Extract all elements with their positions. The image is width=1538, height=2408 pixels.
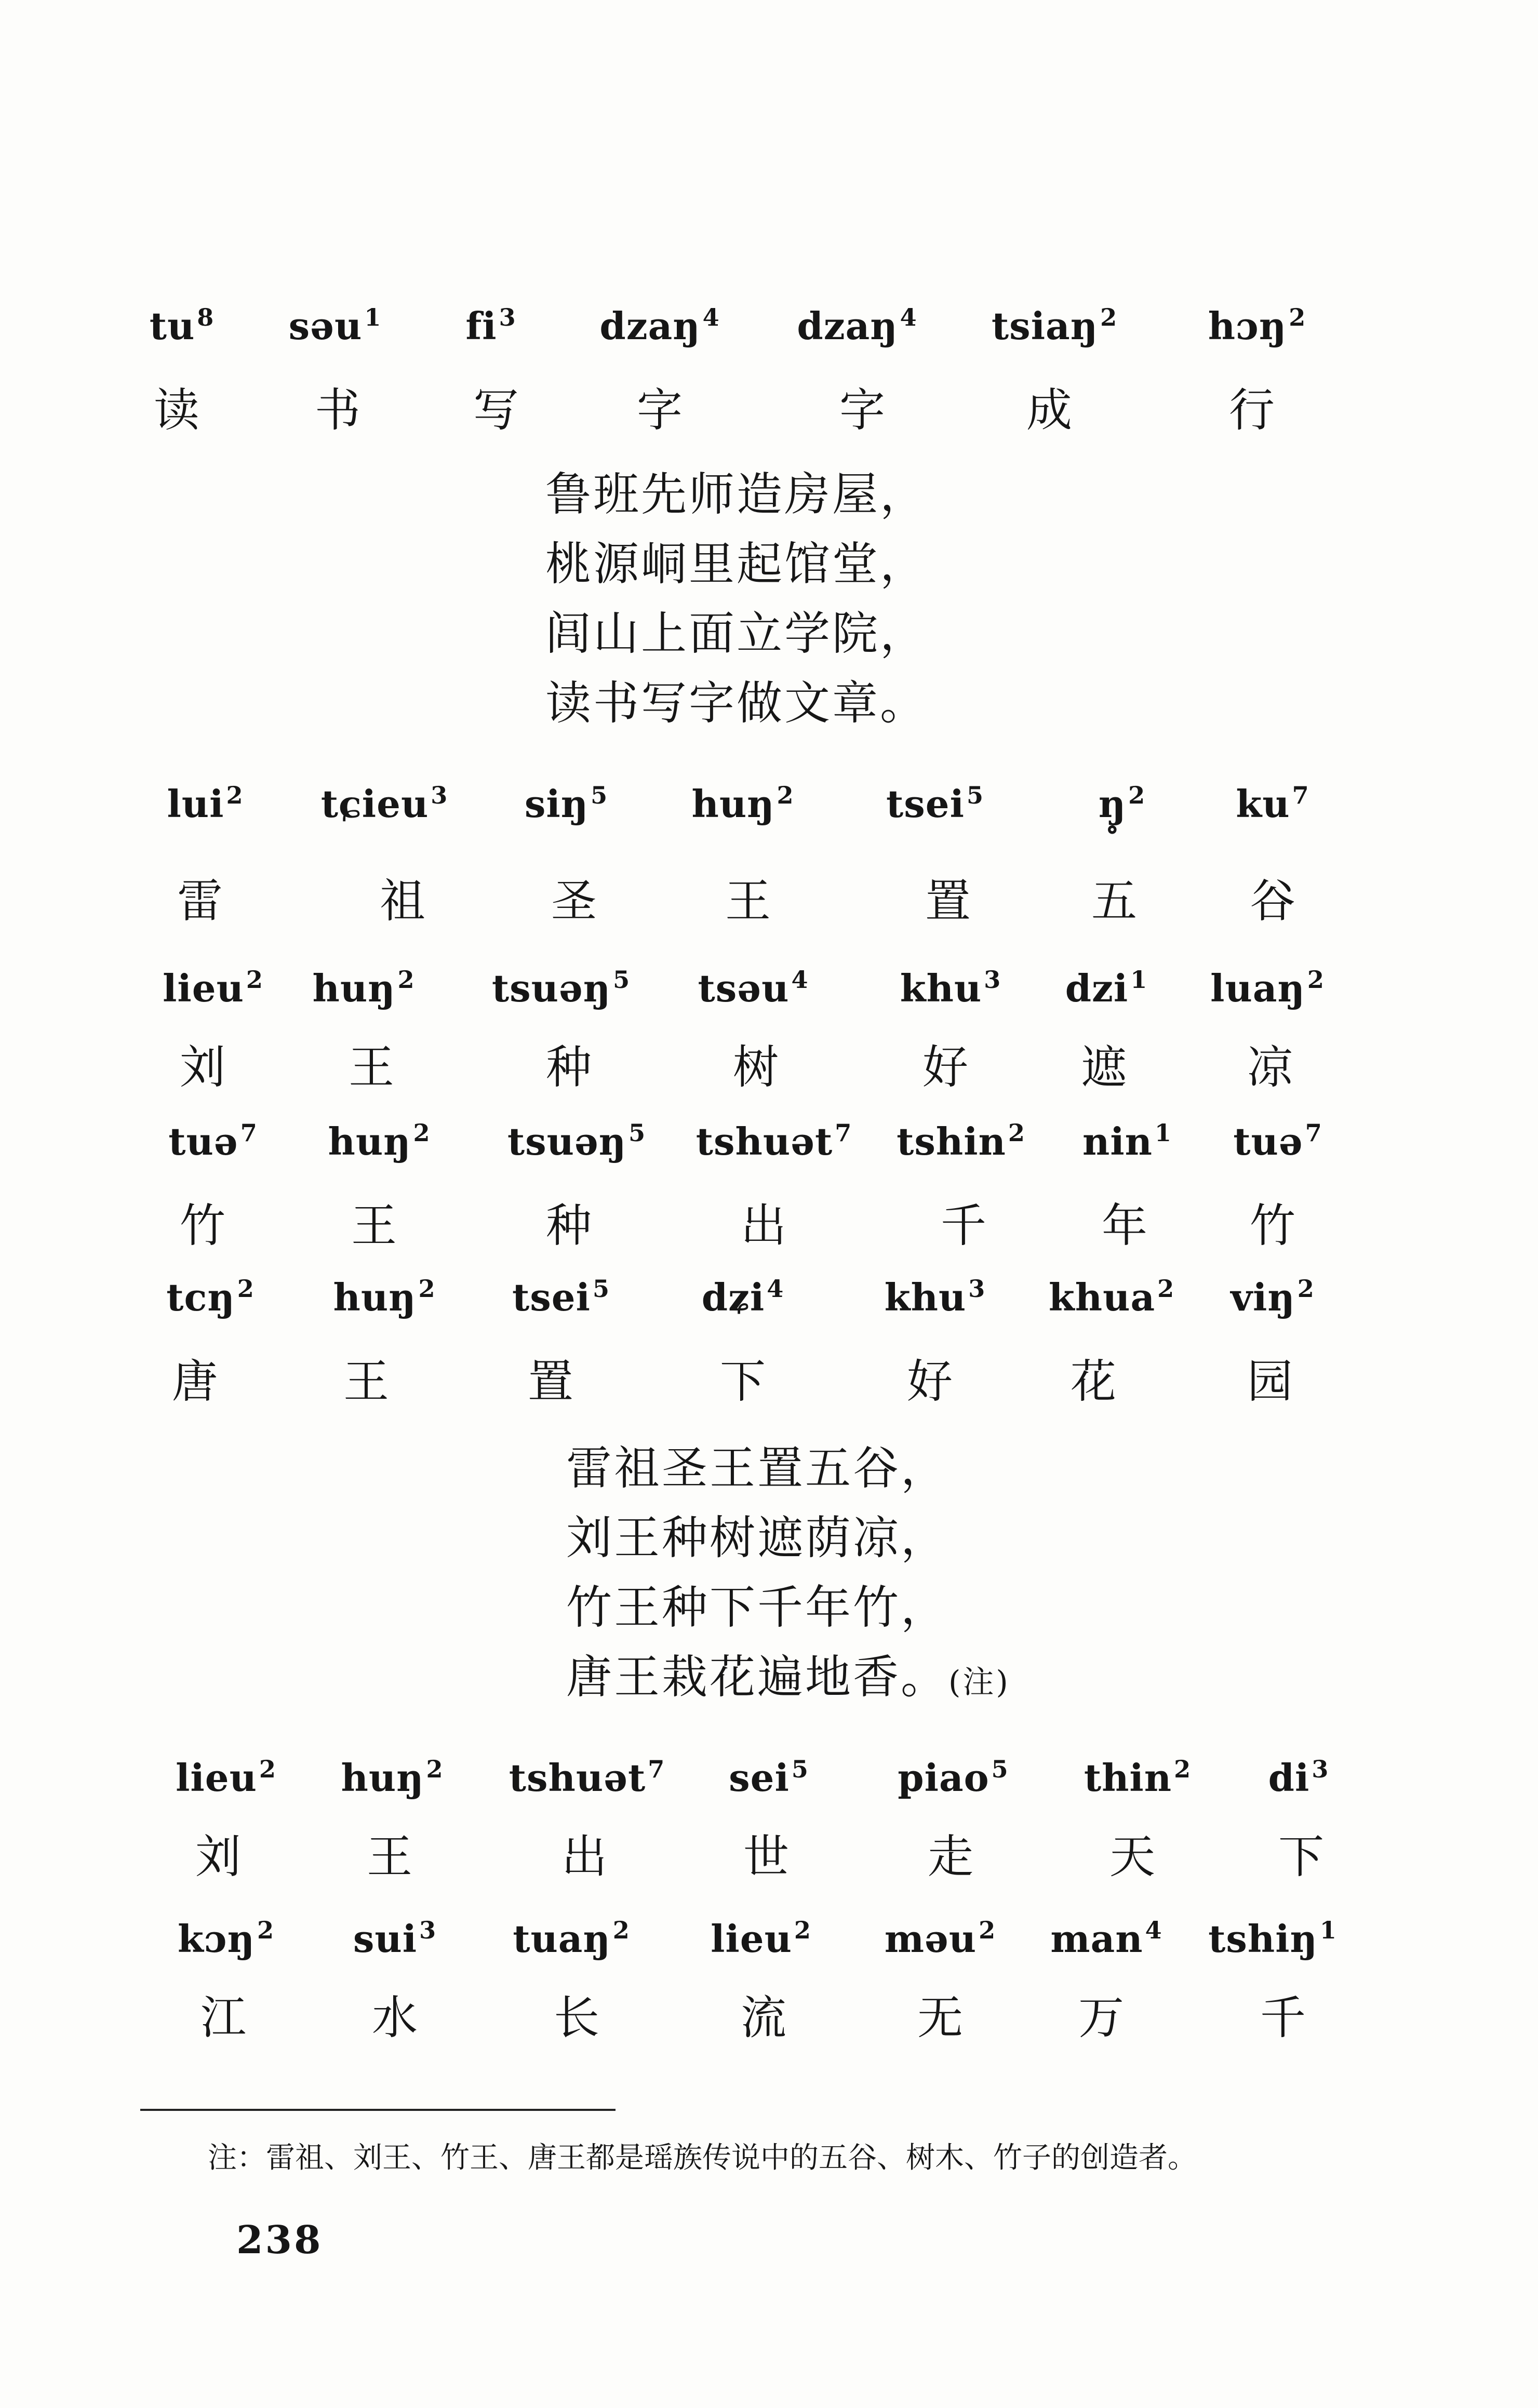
verse-line: 雷祖圣王置五谷， (566, 1441, 949, 1495)
character: 竹 (179, 1199, 225, 1252)
character: 祖 (379, 874, 425, 928)
character-row (0, 1982, 1538, 2049)
character: 万 (1078, 1991, 1124, 2044)
character-row (0, 1821, 1538, 1888)
verse-line: 唐王栽花遍地香。(注) (566, 1650, 1010, 1704)
character: 下 (1278, 1830, 1324, 1883)
verse-line: 桃源峒里起馆堂， (545, 537, 928, 591)
syllable: tsuəŋ$^5$ (491, 966, 631, 1010)
syllable: khu$^3$ (900, 966, 1001, 1010)
syllable: məu$^2$ (884, 1916, 996, 1961)
syllable: hɔŋ$^2$ (1208, 303, 1306, 348)
syllable: viŋ$^2$ (1231, 1275, 1315, 1319)
character: 王 (348, 1040, 394, 1094)
character: 王 (366, 1830, 412, 1883)
syllable: $fi^3$ (465, 303, 516, 348)
character: 读 (153, 383, 199, 437)
syllable: tshuət$^7$ (509, 1755, 665, 1800)
character: 流 (740, 1991, 786, 2044)
syllable: dzaŋ$^4$ (599, 303, 720, 348)
syllable: siŋ$^5$ (524, 781, 608, 826)
character: 花 (1070, 1355, 1116, 1408)
syllable: dzaŋ$^4$ (797, 303, 917, 348)
romanization-row (0, 782, 1538, 849)
character: 遮 (1080, 1040, 1127, 1094)
character: 江 (200, 1991, 246, 2044)
syllable: tsuəŋ$^5$ (507, 1119, 646, 1163)
character: 长 (553, 1991, 599, 2044)
character: 树 (732, 1040, 779, 1094)
syllable: khu$^3$ (884, 1275, 986, 1319)
syllable: $tu^8$ (149, 303, 215, 348)
character: 凉 (1247, 1040, 1293, 1094)
character: 置 (527, 1355, 573, 1408)
syllable: tuaŋ$^2$ (513, 1916, 630, 1961)
character: 刘 (195, 1830, 241, 1883)
character: 行 (1228, 383, 1275, 437)
character: 刘 (179, 1040, 225, 1094)
character: 唐 (171, 1355, 218, 1408)
syllable: huŋ$^2$ (691, 781, 794, 826)
character: 圣 (551, 874, 597, 928)
character: 园 (1247, 1355, 1293, 1408)
romanization-row (0, 1917, 1538, 1984)
syllable: kɔŋ$^2$ (177, 1916, 275, 1961)
character-row (0, 865, 1538, 932)
syllable: lieu$^2$ (711, 1916, 811, 1961)
character: 竹 (1249, 1199, 1295, 1252)
romanization-row (0, 304, 1538, 371)
character-row (0, 1345, 1538, 1413)
character: 成 (1026, 383, 1072, 437)
syllable: tsei$^5$ (512, 1275, 610, 1319)
verse-translation-1 (545, 460, 928, 738)
syllable: dʑi$^4$ (701, 1275, 784, 1319)
character: 好 (922, 1040, 968, 1094)
character: 王 (343, 1355, 389, 1408)
note-marker: (注) (948, 1664, 1010, 1701)
syllable: səu$^1$ (288, 303, 382, 348)
character-row (0, 1031, 1538, 1099)
syllable: tsei$^5$ (886, 781, 984, 826)
character: 走 (927, 1830, 973, 1883)
syllable: tshiŋ$^1$ (1208, 1916, 1337, 1961)
character: 书 (314, 383, 360, 437)
syllable: man$^4$ (1050, 1916, 1162, 1961)
character: 写 (473, 383, 519, 437)
footnote: 注：雷祖、刘王、竹王、唐王都是瑶族传说中的五谷、树木、竹子的创造者。 (208, 2141, 1197, 2175)
verse-line: 读书写字做文章。 (545, 676, 928, 730)
character: 种 (545, 1040, 592, 1094)
syllable: lui$^2$ (167, 781, 244, 826)
syllable: tshuət$^7$ (696, 1119, 852, 1163)
character: 置 (925, 874, 971, 928)
syllable: lieu$^2$ (163, 966, 263, 1010)
character-row (0, 1189, 1538, 1257)
character: 水 (371, 1991, 418, 2044)
character-row (0, 374, 1538, 442)
character: 天 (1109, 1830, 1155, 1883)
character: 出 (561, 1830, 607, 1883)
syllable: piao$^5$ (898, 1755, 1009, 1800)
syllable: huŋ$^2$ (328, 1119, 431, 1163)
footnote-divider (140, 2109, 616, 2111)
verse-line: 鲁班先师造房屋， (545, 467, 928, 521)
character: 千 (1260, 1991, 1306, 2044)
character: 千 (940, 1199, 986, 1252)
romanization-row (0, 966, 1538, 1034)
character: 字 (839, 383, 885, 437)
character: 世 (743, 1830, 789, 1883)
syllable: luaŋ$^2$ (1210, 966, 1325, 1010)
character: 谷 (1249, 874, 1295, 928)
character: 王 (351, 1199, 397, 1252)
character: 五 (1091, 874, 1137, 928)
syllable: huŋ$^2$ (312, 966, 415, 1010)
character: 无 (917, 1991, 963, 2044)
romanization-row (0, 1119, 1538, 1187)
romanization-row (0, 1275, 1538, 1343)
character: 雷 (177, 874, 223, 928)
syllable: tshin$^2$ (897, 1119, 1025, 1163)
syllable: ŋ̥$^2$ (1098, 781, 1146, 826)
character: 好 (906, 1355, 953, 1408)
syllable: $di^3$ (1268, 1755, 1329, 1800)
verse-line: 刘王种树遮荫凉， (566, 1511, 949, 1564)
character: 年 (1101, 1199, 1147, 1252)
character: 种 (545, 1199, 592, 1252)
character: 王 (725, 874, 771, 928)
syllable: $ku^7$ (1236, 781, 1309, 826)
character: 下 (719, 1355, 766, 1408)
syllable: thin$^2$ (1084, 1755, 1192, 1800)
syllable: tɕieu$^3$ (320, 781, 448, 826)
character: 字 (636, 383, 683, 437)
syllable: huŋ$^2$ (341, 1755, 444, 1800)
syllable: huŋ$^2$ (333, 1275, 436, 1319)
page-number: 238 (236, 2218, 323, 2263)
syllable: lieu$^2$ (176, 1755, 276, 1800)
syllable: tsiaŋ$^2$ (991, 303, 1118, 348)
syllable: tsəu$^4$ (698, 966, 809, 1010)
verse-line: 闾山上面立学院， (545, 607, 928, 660)
syllable: tcŋ$^2$ (166, 1275, 255, 1319)
syllable: khua$^2$ (1048, 1275, 1175, 1319)
syllable: sui$^3$ (353, 1916, 437, 1961)
syllable: dzi$^1$ (1065, 966, 1148, 1010)
character: 出 (740, 1199, 786, 1252)
syllable: nin$^1$ (1082, 1119, 1172, 1163)
syllable: sei$^5$ (729, 1755, 809, 1800)
romanization-row (0, 1756, 1538, 1823)
verse-translation-2 (566, 1434, 1010, 1717)
syllable: tuə$^7$ (1233, 1119, 1322, 1163)
verse-line: 竹王种下千年竹， (566, 1581, 949, 1634)
syllable: tuə$^7$ (168, 1119, 258, 1163)
